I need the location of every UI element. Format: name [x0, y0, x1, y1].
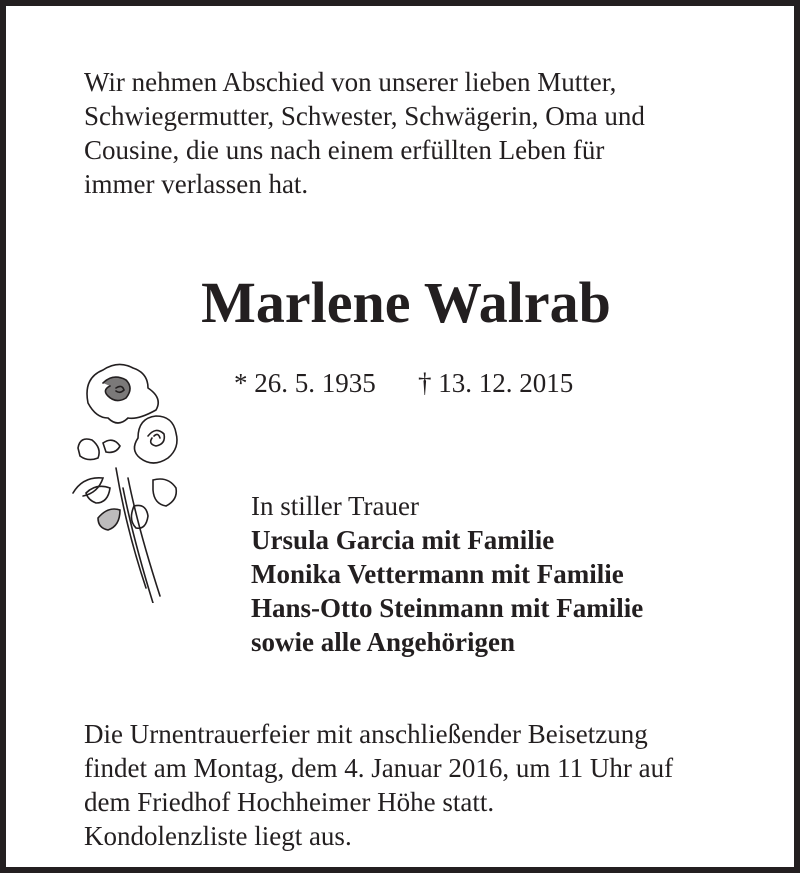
intro-text [84, 65, 645, 201]
intro-line: Wir nehmen Abschied von unserer lieben Mutter, [84, 67, 617, 97]
birth-date: * 26. 5. 1935 [234, 368, 376, 398]
intro-line: Cousine, die uns nach einem erfüllten Leben für [84, 135, 605, 165]
service-info [84, 717, 673, 853]
service-line: findet am Montag, dem 4. Januar 2016, um 11 Uhr auf [84, 753, 674, 783]
mourner-name: sowie alle Angehörigen [251, 627, 515, 657]
service-line: Kondolenzliste liegt aus. [84, 821, 352, 851]
death-date: † 13. 12. 2015 [418, 368, 574, 398]
mourning-section [251, 489, 643, 659]
deceased-name: Marlene Walrab [201, 270, 611, 335]
intro-line: immer verlassen hat. [84, 169, 309, 199]
mourner-name: Monika Vettermann mit Familie [251, 559, 624, 589]
service-line: dem Friedhof Hochheimer Höhe statt. [84, 787, 495, 817]
mourner-name: Hans-Otto Steinmann mit Familie [251, 593, 644, 623]
rose-illustration-icon [68, 358, 188, 603]
mourning-heading: In stiller Trauer [251, 491, 419, 521]
mourner-name: Ursula Garcia mit Familie [251, 525, 555, 555]
intro-line: Schwiegermutter, Schwester, Schwägerin, Oma und [84, 101, 645, 131]
service-line: Die Urnentrauerfeier mit anschließender Beisetzung [84, 719, 648, 749]
